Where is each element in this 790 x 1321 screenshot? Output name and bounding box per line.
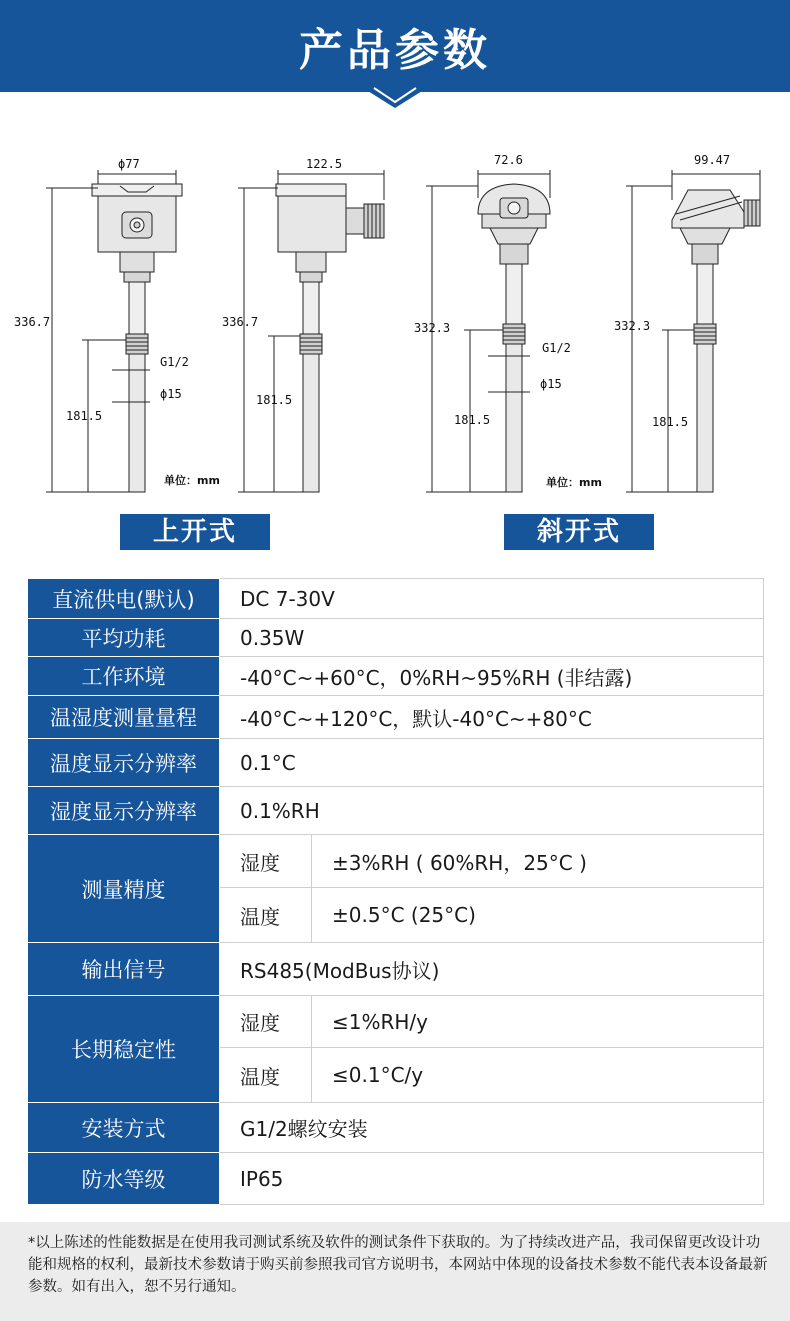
page-title: 产品参数	[299, 25, 491, 76]
spec-sub-key: 湿度	[220, 835, 312, 888]
spec-row-temp-resolution	[28, 739, 764, 787]
spec-value: 0.35W	[220, 619, 764, 657]
header-arrow-icon	[360, 86, 430, 110]
spec-row-hum-resolution	[28, 787, 764, 835]
spec-value: RS485(ModBus协议)	[220, 943, 764, 996]
unit-label-left: 单位：mm	[164, 474, 220, 487]
spec-key: 湿度显示分辨率	[28, 787, 220, 835]
dim-top-open-total: 336.7	[14, 315, 51, 329]
spec-row-power	[28, 579, 764, 619]
spec-row-install	[28, 1103, 764, 1153]
spec-key: 长期稳定性	[28, 996, 220, 1103]
spec-row-environment	[28, 657, 764, 696]
dimension-drawings	[0, 140, 790, 510]
dim-angled-open-width: 72.6	[494, 153, 523, 167]
spec-row-waterproof	[28, 1153, 764, 1205]
spec-key: 工作环境	[28, 657, 220, 696]
spec-key: 输出信号	[28, 943, 220, 996]
spec-row-range	[28, 696, 764, 739]
spec-value: ±0.5°C (25°C)	[312, 888, 764, 943]
dim-top-open-diameter: ϕ15	[160, 387, 182, 401]
spec-value: G1/2螺纹安装	[220, 1103, 764, 1153]
dim-top-open-side-total: 336.7	[222, 315, 259, 329]
dim-top-open-width: ϕ77	[118, 157, 140, 171]
spec-sub-key: 温度	[220, 1048, 312, 1103]
dim-top-open-lower: 181.5	[66, 409, 103, 423]
dim-angled-open-thread: G1/2	[542, 341, 571, 355]
spec-row-accuracy	[28, 835, 764, 888]
spec-key: 测量精度	[28, 835, 220, 943]
spec-sub-key: 温度	[220, 888, 312, 943]
spec-sub-key: 湿度	[220, 996, 312, 1048]
spec-key: 直流供电(默认)	[28, 579, 220, 619]
caption-angled-open: 斜开式	[504, 514, 654, 550]
dim-angled-open-lower: 181.5	[454, 413, 491, 427]
dim-top-open-side-width: 122.5	[306, 157, 343, 171]
dim-angled-open-side-total: 332.3	[614, 319, 651, 333]
spec-value: ±3%RH ( 60%RH，25°C )	[312, 835, 764, 888]
spec-table	[27, 578, 764, 1205]
dim-angled-open-side-width: 99.47	[694, 153, 731, 167]
spec-value: ≤0.1°C/y	[312, 1048, 764, 1103]
spec-row-output	[28, 943, 764, 996]
spec-row-stability	[28, 996, 764, 1048]
unit-label-right: 单位：mm	[546, 476, 602, 489]
spec-key: 安装方式	[28, 1103, 220, 1153]
dim-angled-open-total: 332.3	[414, 321, 451, 335]
caption-top-open: 上开式	[120, 514, 270, 550]
spec-value: DC 7-30V	[220, 579, 764, 619]
spec-key: 平均功耗	[28, 619, 220, 657]
dim-angled-open-side-lower: 181.5	[652, 415, 689, 429]
spec-value: -40°C~+120°C，默认-40°C~+80°C	[220, 696, 764, 739]
spec-key: 温湿度测量量程	[28, 696, 220, 739]
disclaimer-text: *以上陈述的性能数据是在使用我司测试系统及软件的测试条件下获取的。为了持续改进产品，我司保留更改设计功能和规格的权利，最新技术参数请于购买前参照我司官方说明书，本网站中体现的设备技术参数不能代表本设备最新参数。如有出入，恕不另行通知。	[28, 1235, 768, 1295]
spec-value: IP65	[220, 1153, 764, 1205]
drawing-top-open-side	[238, 170, 384, 492]
spec-value: ≤1%RH/y	[312, 996, 764, 1048]
spec-key: 温度显示分辨率	[28, 739, 220, 787]
spec-row-consumption	[28, 619, 764, 657]
disclaimer-box	[0, 1222, 790, 1321]
spec-key: 防水等级	[28, 1153, 220, 1205]
drawing-top-open-front	[46, 170, 182, 492]
spec-value: -40°C~+60°C，0%RH~95%RH (非结露)	[220, 657, 764, 696]
spec-value: 0.1°C	[220, 739, 764, 787]
dim-top-open-side-lower: 181.5	[256, 393, 293, 407]
dim-top-open-thread: G1/2	[160, 355, 189, 369]
spec-value: 0.1%RH	[220, 787, 764, 835]
dim-angled-open-diameter: ϕ15	[540, 377, 562, 391]
